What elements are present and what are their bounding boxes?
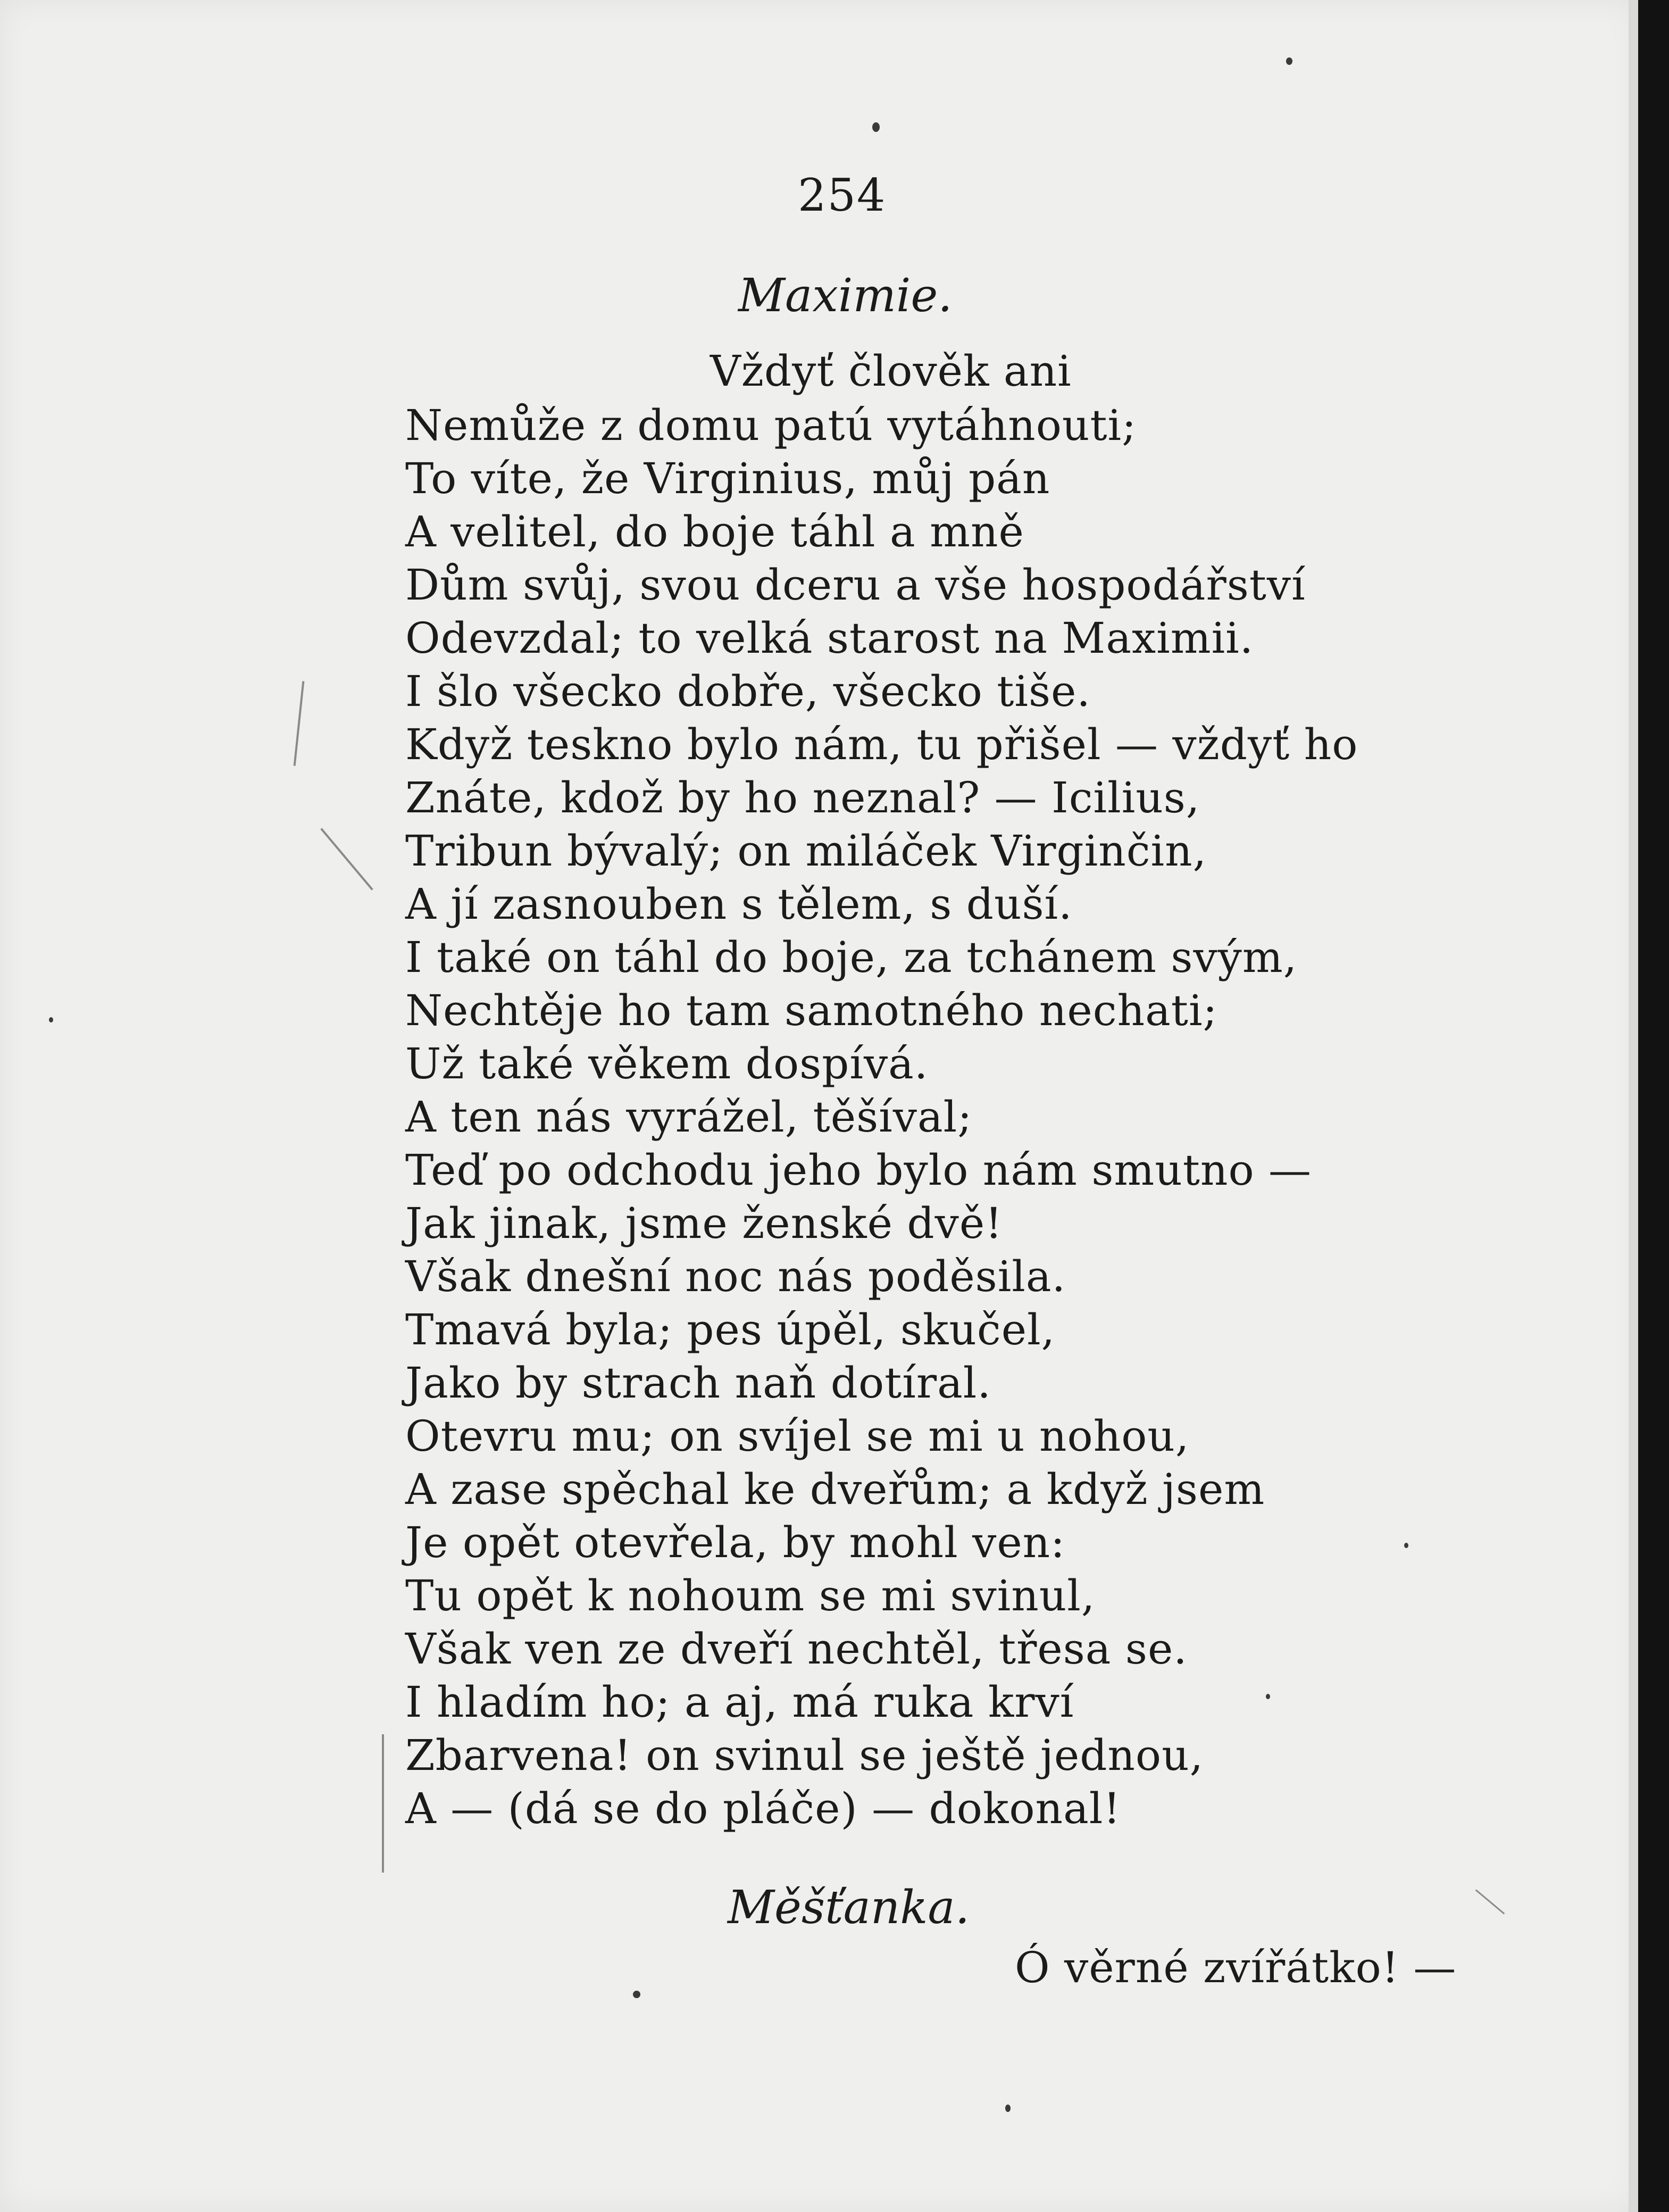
verse-line: Když teskno bylo nám, tu přišel — vždyť ho — [405, 720, 1358, 769]
verse-line: Znáte, kdož by ho neznal? — Icilius, — [405, 773, 1200, 822]
verse-line: A ten nás vyrážel, těšíval; — [405, 1092, 973, 1142]
verse-line: Tmavá byla; pes úpěl, skučel, — [405, 1305, 1056, 1354]
verse-line: Tribun bývalý; on miláček Virginčin, — [405, 826, 1207, 876]
speaker-name-maximie: Maximie. — [738, 269, 953, 322]
verse-line: Teď po odchodu jeho bylo nám smutno — — [405, 1145, 1312, 1195]
paper-speck — [1286, 57, 1292, 65]
verse-line: Zbarvena! on svinul se ještě jednou, — [405, 1731, 1204, 1780]
verse-first-line: Vždyť člověk ani — [710, 346, 1072, 396]
verse-line: A jí zasnouben s tělem, s duší. — [405, 879, 1073, 929]
page-gutter — [1629, 0, 1638, 2212]
paper-scratch — [382, 1734, 384, 1873]
page-number: 254 — [798, 169, 887, 221]
paper-speck — [1266, 1694, 1270, 1699]
paper-speck — [872, 122, 880, 132]
verse-line: Je opět otevřela, by mohl ven: — [405, 1518, 1066, 1567]
verse-line: I šlo všecko dobře, všecko tiše. — [405, 667, 1091, 716]
verse-line: Však ven ze dveří nechtěl, třesa se. — [405, 1624, 1188, 1674]
verse-line: A zase spěchal ke dveřům; a když jsem — [405, 1465, 1265, 1514]
verse-line: A — (dá se do pláče) — dokonal! — [405, 1784, 1121, 1833]
paper-speck — [633, 1991, 640, 1998]
verse-line: Jako by strach naň dotíral. — [405, 1358, 991, 1408]
paper-speck — [49, 1017, 53, 1022]
book-binding-edge — [1638, 0, 1669, 2212]
verse-line: To víte, že Virginius, můj pán — [405, 454, 1050, 503]
verse-line: I také on táhl do boje, za tchánem svým, — [405, 933, 1298, 982]
verse-last-line: Ó věrné zvířátko! — — [1015, 1943, 1457, 1992]
verse-line: Dům svůj, svou dceru a vše hospodářství — [405, 560, 1306, 610]
verse-line: Už také věkem dospívá. — [405, 1039, 929, 1088]
paper-speck — [1005, 2105, 1011, 2112]
verse-line: Otevru mu; on svíjel se mi u nohou, — [405, 1411, 1190, 1461]
verse-line: Tu opět k nohoum se mi svinul, — [405, 1571, 1096, 1620]
verse-line: Nemůže z domu patú vytáhnouti; — [405, 401, 1137, 450]
paper-speck — [1404, 1543, 1408, 1548]
verse-line: A velitel, do boje táhl a mně — [405, 507, 1024, 556]
verse-line: Nechtěje ho tam samotného nechati; — [405, 986, 1218, 1035]
verse-line: Jak jinak, jsme ženské dvě! — [405, 1199, 1003, 1248]
verse-line: Odevzdal; to velká starost na Maximii. — [405, 613, 1254, 663]
verse-line: Však dnešní noc nás poděsila. — [405, 1252, 1066, 1301]
verse-line: I hladím ho; a aj, má ruka krví — [405, 1677, 1074, 1727]
speaker-name-mestanka: Měšťanka. — [728, 1881, 970, 1934]
